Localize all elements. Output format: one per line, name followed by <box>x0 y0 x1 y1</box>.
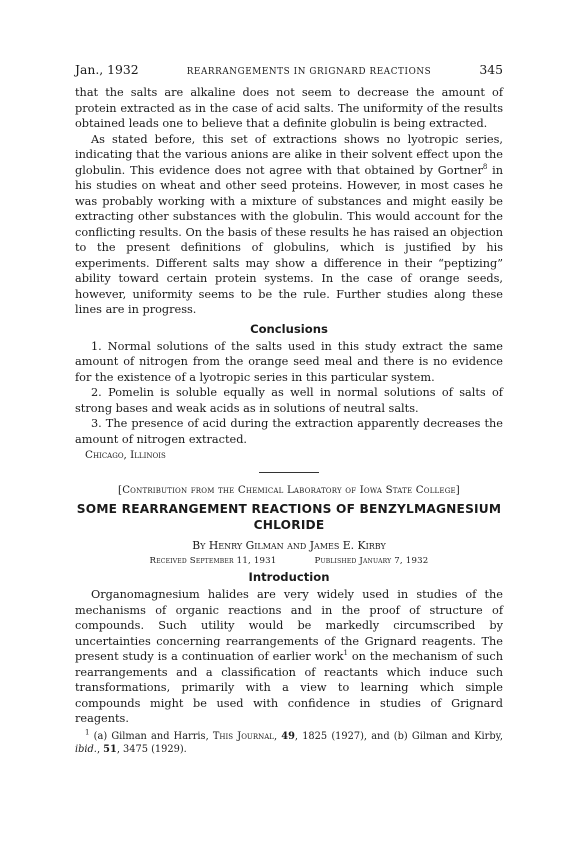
conclusion-item: 3. The presence of acid during the extraction apparently decreases the amount of nitrogen extracted. <box>75 417 503 446</box>
conclusion-item: 2. Pomelin is soluble equally as well in normal solutions of salts of strong bases and weak acids as in solutions of neutral salts. <box>75 386 503 415</box>
author-location: Chicago, Illinois <box>85 449 166 461</box>
footnote-text: , <box>273 730 282 742</box>
footnote <box>75 730 503 756</box>
paragraph-2-text-a: As stated before, this set of extractions shows no lyotropic series, indicating that the various anions are alike in their solvent effect upon the globulin. This evidence does not agree with that obtained by Gortner <box>75 132 503 177</box>
introduction-heading: Introduction <box>248 570 330 584</box>
intro-text-b: on the mechanism of such rearrangements and a classification of reactants which induce such transformations, primarily with a view to learning which simple compounds might be used with confidence in studies of Grignard reagents. <box>75 650 504 725</box>
article-authors: By Henry Gilman and James E. Kirby <box>192 539 386 552</box>
page-header <box>75 62 503 77</box>
conclusions-heading: Conclusions <box>250 321 328 336</box>
introduction-paragraph <box>75 587 503 727</box>
header-date: Jan., 1932 <box>75 62 139 77</box>
body-paragraph-2 <box>75 132 503 318</box>
paragraph-2-text-b: in his studies on wheat and other seed proteins. However, in most cases he was probably working with a mixture of substances and might easily be extracting other substances with the globulin. This would account for the conflicting results. On the basis of these results he has raised an objection to the present definitions of globulins, which is justified by his experiments. Different salts may show a difference in their “peptizing” ability toward certain protein systems. In the case of orange seeds, however, uniformity seems to be the rule. Further studies along these lines are in progress. <box>75 163 503 316</box>
page-number: 345 <box>479 62 503 77</box>
article-dates <box>75 556 503 566</box>
article-title: SOME REARRANGEMENT REACTIONS OF BENZYLMAGNESIUM CHLORIDE <box>76 502 502 532</box>
footnote-text: , 1825 (1927), and (b) Gilman and Kirby, <box>294 730 503 742</box>
footnote-text: , <box>96 743 104 755</box>
footnote-ref-1: 1 <box>343 649 348 658</box>
footnote-marker: 1 <box>85 728 90 737</box>
intro-text-a: Organomagnesium halides are very widely used in studies of the mechanisms of organic reactions and in the proof of structure of compounds. Such utility would be markedly circumscribed by uncertainties concerning rearrangements of the Grignard reagents. The present study is a continuation of earlier work <box>75 588 503 663</box>
footnote-text: (a) Gilman and Harris, <box>89 730 213 742</box>
body-paragraph-1: that the salts are alkaline does not seem to decrease the amount of protein extracted as in the case of acid salts. The uniformity of the results obtained leads one to believe that a definite globulin is being extracted. <box>75 86 503 130</box>
footnote-ibid: ibid. <box>75 743 97 755</box>
contribution-line: [Contribution from the Chemical Laboratory of Iowa State College] <box>118 485 460 496</box>
conclusion-item: 1. Normal solutions of the salts used in this study extract the same amount of nitrogen from the orange seed meal and there is no evidence for the existence of a lyotropic series in this particular system. <box>75 339 503 384</box>
footnote-volume: 51 <box>103 743 117 755</box>
journal-page <box>75 62 503 756</box>
footnote-journal: This Journal <box>212 730 274 742</box>
published-date: Published January 7, 1932 <box>314 556 429 566</box>
received-date: Received September 11, 1931 <box>149 556 277 566</box>
running-title: REARRANGEMENTS IN GRIGNARD REACTIONS <box>186 67 432 77</box>
footnote-volume: 49 <box>281 730 295 742</box>
section-divider <box>259 472 319 473</box>
footnote-text: , 3475 (1929). <box>116 743 187 755</box>
footnote-ref-8: 8 <box>482 162 488 171</box>
